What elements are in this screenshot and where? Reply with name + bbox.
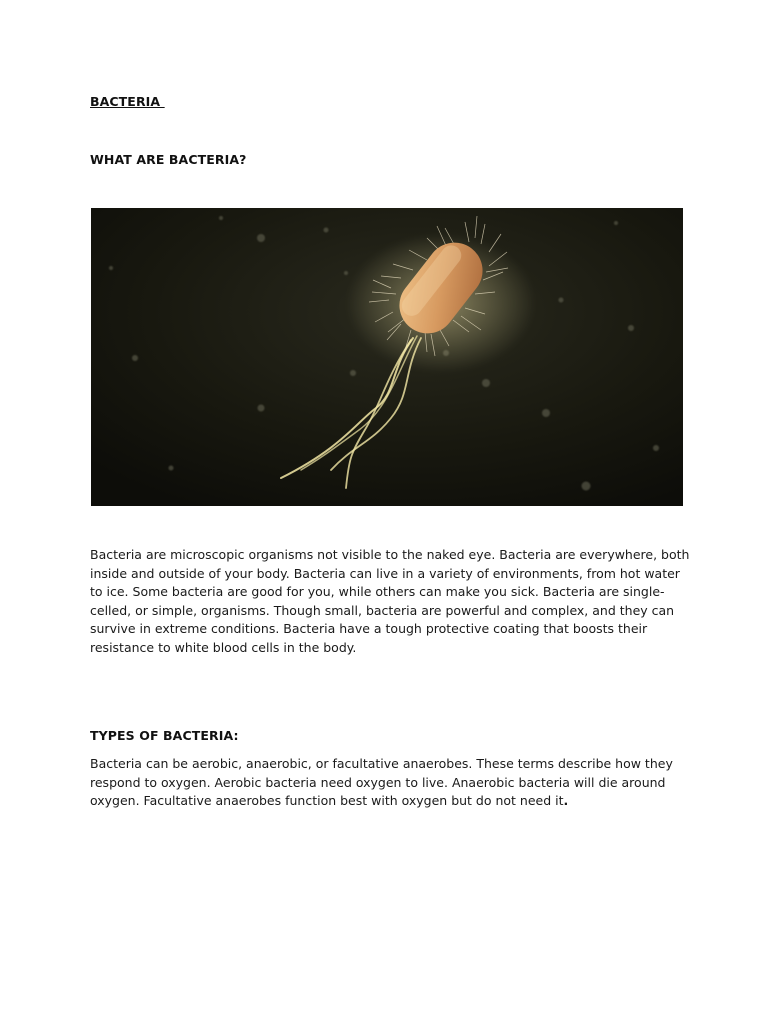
intro-paragraph: Bacteria are microscopic organisms not visible to the naked eye. Bacteria are everywhere, both inside and outside of your body. Bacteria can live in a variety of environments, from hot water to ice. Some bacteria are good for you, while others can make you sick. Bacteria are single-celled, or simple, organisms. Though small, bacteria are powerful and complex, and they can survive in extreme conditions. Bacteria have a tough protective coating that boosts their resistance to white blood cells in the body.: [90, 547, 690, 655]
section-heading-types-of-bacteria: TYPES OF BACTERIA:: [90, 728, 239, 743]
section-heading-what-are-bacteria: WHAT ARE BACTERIA?: [90, 152, 247, 167]
types-paragraph-period: .: [563, 793, 569, 809]
bacterium-image: [91, 208, 683, 506]
document-title: BACTERIA: [90, 94, 165, 109]
types-paragraph: [90, 755, 690, 811]
types-paragraph-text: Bacteria can be aerobic, anaerobic, or facultative anaerobes. These terms describe how they respond to oxygen. Aerobic bacteria need oxygen to live. Anaerobic bacteria will die around oxygen. Facultative anaerobes function best with oxygen but do not need it: [90, 756, 673, 809]
bacterium-illustration: [91, 208, 683, 506]
